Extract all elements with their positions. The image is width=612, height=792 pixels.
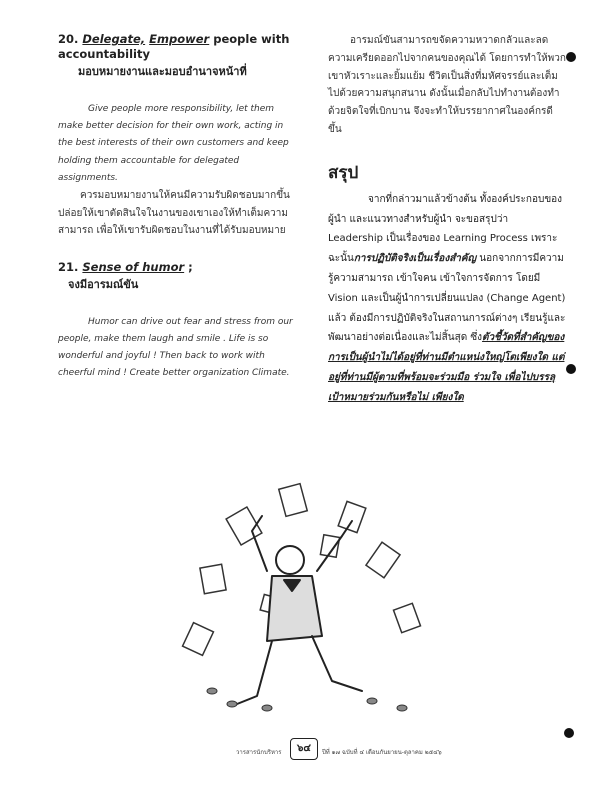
section-20-thai-paragraph: ควรมอบหมายงานให้คนมีความรับผิดชอบมากขึ้น ปล่อยให้เขาตัดสินใจในงานของเขาเองให้ทำเต็มความสามารถ เพื่อให้เขารับผิดชอบในงานที่ได้รับมอบหมาย [58,190,290,237]
section-20-english-paragraph: Give people more responsibility, let them make better decision for their own work, acting in the best interests of their own customers and keep holding them accountable for delegated assignments. [58,104,289,183]
section-number: 20. [58,32,79,46]
summary-text: จากที่กล่าวมาแล้วข้างต้น ทั้งองค์ประกอบของผู้นำ และแนวทางสำหรับผู้นำ จะขอสรุปว่า Leadership เป็นเรื่องของ Learning Process เพราะฉะนั้น [328,193,563,265]
section-21-english-paragraph: Humor can drive out fear and stress from our people, make them laugh and smile . Life is so wonderful and joyful ! Then back to work with cheerful mind ! Create better organization Climate. [58,316,293,379]
humor-thai-paragraph: อารมณ์ขันสามารถขจัดความหวาดกลัวและลดความเครียดออกไปจากคนของคุณได้ โดยการทำให้พวกเขาหัวเราะและยิ้มแย้ม ชีวิตเป็นสิ่งที่มหัศจรรย์และเต็มไปด้วยความสนุกสนาน ดังนั้นเมื่อกลับไปทำงานต้องทำด้วยจิตใจที่เบิกบาน จึงจะทำให้บรรยากาศในองค์กรดีขึ้น [328,35,566,135]
footer-issue-info: ปีที่ ๑๗ ฉบับที่ ๔ เดือนกันยายน-ตุลาคม ๒๕๔๖ [322,749,442,756]
right-column [328,32,566,408]
section-21-thai-title: จงมีอารมณ์ขัน [68,277,139,291]
section-number: 21. [58,259,79,274]
binder-hole-icon [566,364,576,374]
page-number: ๖๔ [290,738,318,760]
summary-paragraph [328,190,566,408]
binder-hole-icon [564,728,574,738]
section-title-text: ; [188,259,193,274]
summary-heading: สรุป [328,162,359,183]
section-keyword: Sense of humor [82,259,185,274]
section-20-thai-title: มอบหมายงานและมอบอำนาจหน้าที่ [78,65,247,78]
section-keyword: Delegate, [82,32,146,46]
section-20-title [58,32,293,62]
section-21-title [58,260,293,275]
section-title-text: accountability [58,47,150,61]
summary-text: นอกจากการมีความรู้ความสามารถ เข้าใจคน เข้าใจการจัดการ โดยมี Vision และเป็นผู้นำการเปลี่ยนแปลง (Change Agent) แล้ว ต้องมีการปฏิบัติจริงในสถานการณ์ต่างๆ เรียนรู้และพัฒนาอย่างต่อเนื่องและไม่สิ้นสุด ซึ่ง [328,253,566,344]
left-column [58,32,293,382]
binder-hole-icon [566,52,576,62]
cartoon-man-throwing-papers-illustration [172,476,434,716]
section-keyword: Empower [149,32,210,46]
summary-emphasis: การปฏิบัติจริงเป็นเรื่องสำคัญ [353,253,477,265]
footer-journal-name: วารสารนักบริหาร [236,749,282,756]
summary-emphasis-underlined: ตัวชี้วัดที่สำคัญของการเป็นผู้นำไม่ได้อยู่ที่ท่านมีตำแหน่งใหญ่โตเพียงใด แต่อยู่ที่ท่านมีผู้ตามที่พร้อมจะร่วมมือ ร่วมใจ เพื่อไปบรรลุเป้าหมายร่วมกันหรือไม่ เพียงใด [328,332,565,403]
section-title-text: people with [213,32,290,46]
